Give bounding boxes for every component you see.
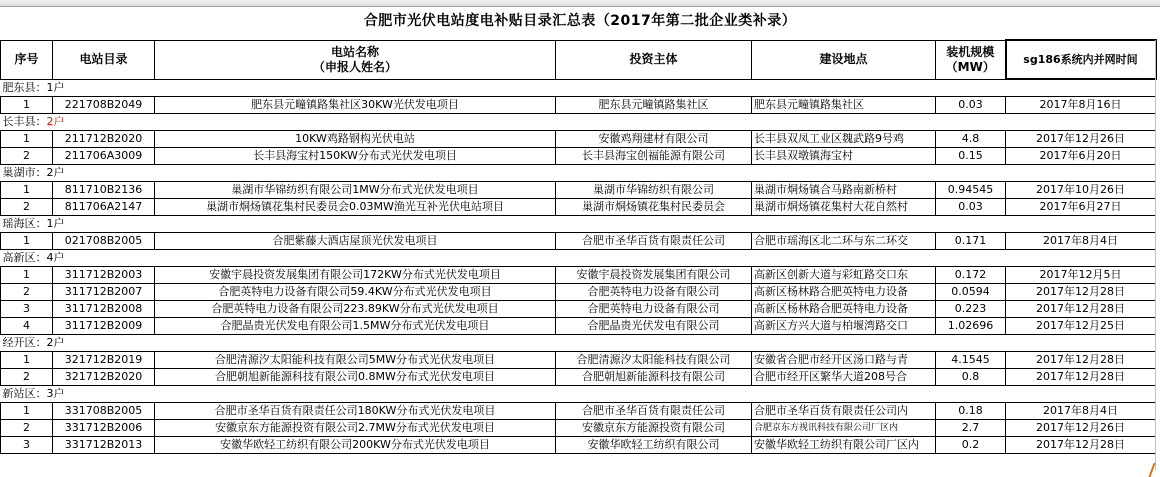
cell-date[interactable]: 2017年8月4日 — [1006, 233, 1156, 250]
cell-investor[interactable]: 安徽华欧轻工纺织有限公司 — [556, 437, 752, 454]
cell-code[interactable]: 331712B2013 — [53, 437, 155, 454]
table-row — [1, 233, 1156, 250]
table-row — [1, 148, 1156, 165]
cell-name[interactable]: 合肥英特电力设备有限公司59.4KW分布式光伏发电项目 — [155, 284, 556, 301]
cell-date[interactable]: 2017年10月26日 — [1006, 182, 1156, 199]
group-label: 长丰县： — [2, 115, 47, 128]
cell-code[interactable]: 321712B2020 — [53, 369, 155, 386]
cell-code[interactable]: 311712B2007 — [53, 284, 155, 301]
cell-date[interactable]: 2017年12月28日 — [1006, 437, 1156, 454]
cell-location[interactable]: 合肥市圣华百货有限责任公司内 — [752, 403, 936, 420]
cell-seq[interactable]: 2 — [1, 284, 53, 301]
table-row — [1, 131, 1156, 148]
cell-location[interactable]: 长丰县双凤工业区魏武路9号鸡 — [752, 131, 936, 148]
table-row — [1, 420, 1156, 437]
cell-name[interactable]: 10KW鸡路钢构光伏电站 — [155, 131, 556, 148]
group-cell[interactable] — [1, 335, 1156, 352]
group-row — [1, 79, 1156, 97]
cell-location[interactable]: 巢湖市烔炀镇花集村大花自然村 — [752, 199, 936, 216]
table-row — [1, 267, 1156, 284]
cell-capacity[interactable]: 0.18 — [936, 403, 1006, 420]
cell-seq[interactable]: 1 — [1, 182, 53, 199]
cell-seq[interactable]: 1 — [1, 403, 53, 420]
cell-code[interactable]: 021708B2005 — [53, 233, 155, 250]
cell-capacity[interactable]: 0.94545 — [936, 182, 1006, 199]
group-count: 1户 — [46, 81, 65, 94]
cell-name[interactable]: 合肥英特电力设备有限公司223.89KW分布式光伏发电项目 — [155, 301, 556, 318]
group-count: 3户 — [46, 387, 65, 400]
cell-name[interactable]: 合肥晶贵光伏发电有限公司1.5MW分布式光伏发电项目 — [155, 318, 556, 335]
cell-name[interactable]: 合肥清源汐太阳能科技有限公司5MW分布式光伏发电项目 — [155, 352, 556, 369]
cell-investor[interactable]: 合肥市圣华百货有限责任公司 — [556, 403, 752, 420]
cell-seq[interactable]: 1 — [1, 233, 53, 250]
table-row — [1, 301, 1156, 318]
cell-code[interactable]: 311712B2003 — [53, 267, 155, 284]
group-row — [1, 165, 1156, 182]
header-capacity-line2: （MW） — [945, 59, 995, 74]
group-count: 2户 — [46, 166, 65, 179]
cell-name[interactable]: 合肥紫藤大酒店屋顶光伏发电项目 — [155, 233, 556, 250]
group-count: 4户 — [46, 251, 65, 264]
cell-code[interactable]: 331712B2006 — [53, 420, 155, 437]
cell-location[interactable]: 合肥市经开区繁华大道208号合 — [752, 369, 936, 386]
cell-name[interactable]: 巢湖市华锦纺织有限公司1MW分布式光伏发电项目 — [155, 182, 556, 199]
cell-investor[interactable]: 合肥晶贵光伏发电有限公司 — [556, 318, 752, 335]
group-row — [1, 250, 1156, 267]
group-count: 2户 — [46, 336, 65, 349]
cell-investor[interactable]: 长丰县海宝创福能源有限公司 — [556, 148, 752, 165]
cell-location[interactable]: 巢湖市烔炀镇合马路南新桥村 — [752, 182, 936, 199]
cell-investor[interactable]: 合肥英特电力设备有限公司 — [556, 301, 752, 318]
cell-name[interactable]: 肥东县元疃镇路集社区30KW光伏发电项目 — [155, 97, 556, 114]
cell-location[interactable]: 安徽省合肥市经开区汤口路与青 — [752, 352, 936, 369]
cell-code[interactable]: 811710B2136 — [53, 182, 155, 199]
cell-capacity[interactable]: 0.0594 — [936, 284, 1006, 301]
table-row — [1, 182, 1156, 199]
table-row — [1, 352, 1156, 369]
group-row — [1, 386, 1156, 403]
cell-seq[interactable]: 1 — [1, 131, 53, 148]
cell-capacity[interactable]: 0.15 — [936, 148, 1006, 165]
cell-code[interactable]: 211706A3009 — [53, 148, 155, 165]
sheet-title: 合肥市光伏电站度电补贴目录汇总表（2017年第二批企业类补录） — [363, 13, 797, 29]
cell-capacity[interactable]: 0.03 — [936, 199, 1006, 216]
cell-name[interactable]: 安徽京东方能源投资有限公司2.7MW分布式光伏发电项目 — [155, 420, 556, 437]
cell-investor[interactable]: 合肥朝旭新能源科技有限公司 — [556, 369, 752, 386]
cell-date[interactable]: 2017年12月26日 — [1006, 131, 1156, 148]
cell-date[interactable]: 2017年6月27日 — [1006, 199, 1156, 216]
page-break-line — [1155, 40, 1156, 470]
group-cell[interactable] — [1, 165, 1156, 182]
cell-location[interactable]: 合肥京东方视讯科技有限公司厂区内 — [752, 420, 936, 437]
cell-capacity[interactable]: 4.8 — [936, 131, 1006, 148]
cell-code[interactable]: 311712B2009 — [53, 318, 155, 335]
cell-location[interactable]: 肥东县元疃镇路集社区 — [752, 97, 936, 114]
cell-code[interactable]: 321712B2019 — [53, 352, 155, 369]
cell-date[interactable]: 2017年12月25日 — [1006, 318, 1156, 335]
group-row — [1, 335, 1156, 352]
cell-capacity[interactable]: 0.8 — [936, 369, 1006, 386]
cell-name[interactable]: 合肥市圣华百货有限责任公司180KW分布式光伏发电项目 — [155, 403, 556, 420]
table-row — [1, 403, 1156, 420]
cell-date[interactable]: 2017年12月28日 — [1006, 352, 1156, 369]
cell-date[interactable]: 2017年12月28日 — [1006, 284, 1156, 301]
group-count: 1户 — [46, 217, 65, 230]
group-label: 高新区： — [2, 251, 47, 264]
cell-capacity[interactable]: 0.223 — [936, 301, 1006, 318]
table-row — [1, 318, 1156, 335]
header-capacity-line1: 装机规模 — [946, 44, 995, 59]
header-name-line1: 电站名称 — [330, 44, 379, 59]
cell-capacity[interactable]: 0.171 — [936, 233, 1006, 250]
cursor-mark — [1148, 463, 1160, 477]
cell-investor[interactable]: 安徽京东方能源投资有限公司 — [556, 420, 752, 437]
cell-seq[interactable]: 1 — [1, 352, 53, 369]
cell-capacity[interactable]: 0.2 — [936, 437, 1006, 454]
header-capacity[interactable] — [936, 40, 1006, 79]
header-row — [1, 40, 1156, 79]
cell-name[interactable]: 长丰县海宝村150KW分布式光伏发电项目 — [155, 148, 556, 165]
cell-seq[interactable]: 2 — [1, 420, 53, 437]
header-seq[interactable]: 序号 — [1, 40, 53, 79]
cell-capacity[interactable]: 4.1545 — [936, 352, 1006, 369]
cell-investor[interactable]: 肥东县元疃镇路集社区 — [556, 97, 752, 114]
table-row — [1, 284, 1156, 301]
cell-date[interactable]: 2017年12月26日 — [1006, 420, 1156, 437]
cell-seq[interactable]: 3 — [1, 301, 53, 318]
cell-investor[interactable]: 安徽宇晨投资发展集团有限公司 — [556, 267, 752, 284]
cell-location[interactable]: 高新区杨林路合肥英特电力设备 — [752, 284, 936, 301]
cell-capacity[interactable]: 2.7 — [936, 420, 1006, 437]
cell-capacity[interactable]: 0.03 — [936, 97, 1006, 114]
group-cell[interactable] — [1, 216, 1156, 233]
cell-capacity[interactable]: 1.02696 — [936, 318, 1006, 335]
header-name-line2: （申报人姓名） — [312, 59, 397, 74]
cell-seq[interactable]: 3 — [1, 437, 53, 454]
cell-location[interactable]: 合肥市瑶海区北二环与东二环交 — [752, 233, 936, 250]
header-investor[interactable]: 投资主体 — [556, 40, 752, 79]
cell-date[interactable]: 2017年12月28日 — [1006, 301, 1156, 318]
cell-code[interactable]: 211712B2020 — [53, 131, 155, 148]
cell-code[interactable]: 221708B2049 — [53, 97, 155, 114]
group-label: 经开区： — [2, 336, 47, 349]
cell-seq[interactable]: 1 — [1, 97, 53, 114]
data-table — [0, 39, 1157, 454]
cell-location[interactable]: 安徽华欧轻工纺织有限公司厂区内 — [752, 437, 936, 454]
cell-name[interactable]: 安徽华欧轻工纺织有限公司200KW分布式光伏发电项目 — [155, 437, 556, 454]
cell-date[interactable]: 2017年6月20日 — [1006, 148, 1156, 165]
group-cell[interactable] — [1, 250, 1156, 267]
cell-seq[interactable]: 2 — [1, 199, 53, 216]
cell-location[interactable]: 高新区方兴大道与柏堰湾路交口 — [752, 318, 936, 335]
cell-code[interactable]: 331708B2005 — [53, 403, 155, 420]
header-grid-time[interactable]: sg186系统内并网时间 — [1006, 40, 1156, 79]
group-row — [1, 114, 1156, 131]
cell-name[interactable]: 安徽宇晨投资发展集团有限公司172KW分布式光伏发电项目 — [155, 267, 556, 284]
cell-name[interactable]: 巢湖市烔炀镇花集村民委员会0.03MW渔光互补光伏电站项目 — [155, 199, 556, 216]
group-cell[interactable] — [1, 114, 1156, 131]
cell-investor[interactable]: 合肥清源汐太阳能科技有限公司 — [556, 352, 752, 369]
cell-seq[interactable]: 1 — [1, 267, 53, 284]
cell-investor[interactable]: 安徽鸡翔建材有限公司 — [556, 131, 752, 148]
cell-code[interactable]: 311712B2008 — [53, 301, 155, 318]
header-location[interactable]: 建设地点 — [752, 40, 936, 79]
group-cell[interactable] — [1, 386, 1156, 403]
group-label: 瑶海区： — [2, 217, 47, 230]
header-code[interactable]: 电站目录 — [53, 40, 155, 79]
cell-location[interactable]: 高新区杨林路合肥英特电力设备 — [752, 301, 936, 318]
cell-seq[interactable]: 2 — [1, 148, 53, 165]
cell-investor[interactable]: 巢湖市烔炀镇花集村民委员会 — [556, 199, 752, 216]
cell-seq[interactable]: 2 — [1, 369, 53, 386]
cell-capacity[interactable]: 0.172 — [936, 267, 1006, 284]
group-label: 新站区： — [2, 387, 47, 400]
cell-seq[interactable]: 4 — [1, 318, 53, 335]
table-row — [1, 97, 1156, 114]
group-label: 肥东县： — [2, 81, 47, 94]
cell-investor[interactable]: 巢湖市华锦纺织有限公司 — [556, 182, 752, 199]
cell-date[interactable]: 2017年8月4日 — [1006, 403, 1156, 420]
header-name[interactable] — [155, 40, 556, 79]
group-row — [1, 216, 1156, 233]
cell-location[interactable]: 长丰县双墩镇海宝村 — [752, 148, 936, 165]
table-row — [1, 437, 1156, 454]
cell-investor[interactable]: 合肥市圣华百货有限责任公司 — [556, 233, 752, 250]
cell-date[interactable]: 2017年12月5日 — [1006, 267, 1156, 284]
cell-date[interactable]: 2017年8月16日 — [1006, 97, 1156, 114]
group-label: 巢湖市： — [2, 166, 47, 179]
group-count: 2户 — [46, 115, 65, 128]
table-row — [1, 369, 1156, 386]
group-cell[interactable] — [1, 79, 1156, 97]
cell-date[interactable]: 2017年12月28日 — [1006, 369, 1156, 386]
cell-investor[interactable]: 合肥英特电力设备有限公司 — [556, 284, 752, 301]
table-row — [1, 199, 1156, 216]
cell-location[interactable]: 高新区创新大道与彩虹路交口东 — [752, 267, 936, 284]
cell-code[interactable]: 811706A2147 — [53, 199, 155, 216]
cell-name[interactable]: 合肥朝旭新能源科技有限公司0.8MW分布式光伏发电项目 — [155, 369, 556, 386]
